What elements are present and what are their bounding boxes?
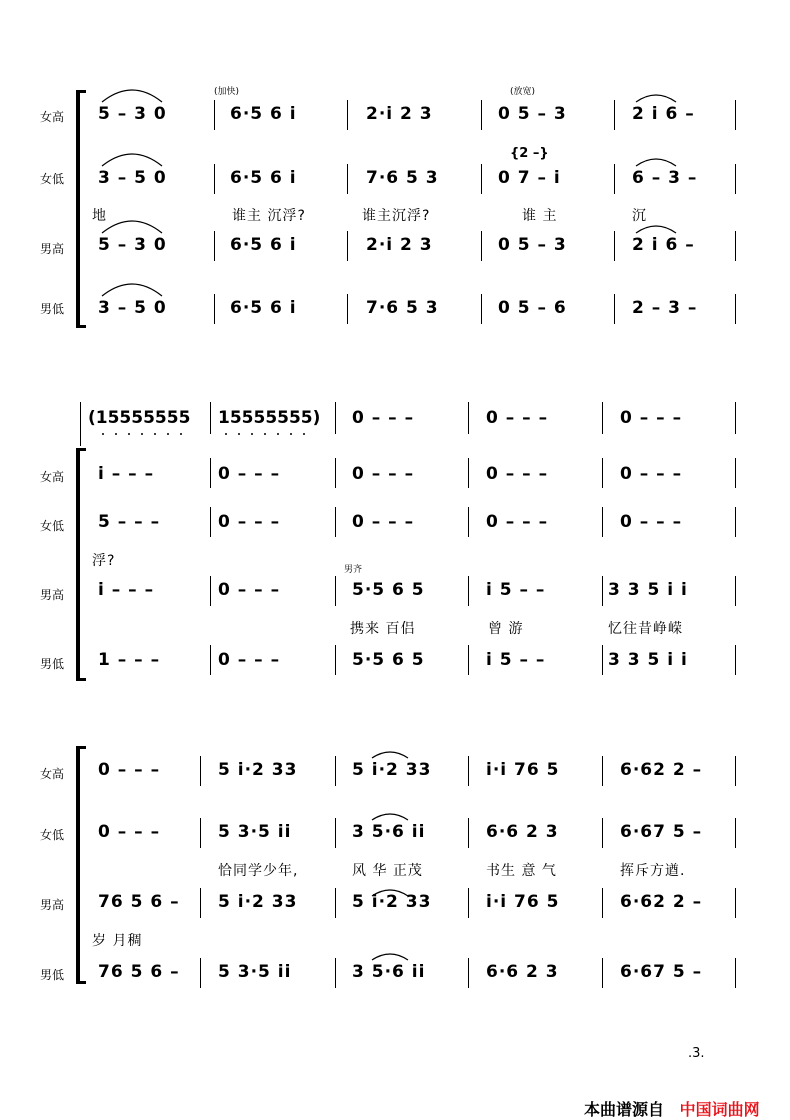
slur: [636, 226, 676, 233]
barline: [735, 958, 736, 988]
footer: [584, 1097, 760, 1120]
measure: 5 3·5 ii: [218, 962, 292, 982]
voice-label-tenor: 男高: [40, 898, 65, 912]
measure: i – – –: [98, 464, 155, 484]
barline: [335, 818, 336, 848]
barline: [614, 164, 615, 194]
dot: [251, 433, 253, 435]
voice-label-soprano: 女高: [40, 767, 65, 781]
barline: [210, 645, 211, 675]
barline: [335, 958, 336, 988]
system-1-brace-bottom: [76, 325, 86, 328]
barline: [735, 756, 736, 786]
barline: [735, 294, 736, 324]
barline: [468, 458, 469, 488]
barline: [735, 576, 736, 606]
measure: 5 – 3 0: [98, 104, 167, 124]
barline: [335, 507, 336, 537]
measure: 0 7 – i: [498, 168, 561, 188]
measure: 0 – – –: [98, 822, 161, 842]
measure: 7·6 5 3: [366, 168, 439, 188]
barline: [481, 231, 482, 261]
slur: [102, 221, 162, 233]
system-1-brace-top: [76, 90, 86, 93]
measure: 0 – – –: [218, 464, 281, 484]
footer-source-text: 本曲谱源自: [584, 1100, 665, 1119]
slur: [102, 284, 162, 296]
barline: [735, 645, 736, 675]
measure: 0 – – –: [352, 464, 415, 484]
measure: 6·6 2 3: [486, 822, 559, 842]
barline: [347, 100, 348, 130]
lyric: 谁主 沉浮?: [232, 208, 306, 224]
barline: [602, 458, 603, 488]
measure: 0 – – –: [352, 408, 415, 428]
measure: 6·62 2 –: [620, 892, 703, 912]
barline: [735, 888, 736, 918]
lyric: 恰同学少年,: [218, 863, 299, 879]
measure: 3 5·6 ii: [352, 962, 426, 982]
barline: [614, 231, 615, 261]
barline: [614, 100, 615, 130]
system-3-brace: [76, 748, 80, 983]
measure: 5 3·5 ii: [218, 822, 292, 842]
measure: (15555555: [88, 408, 191, 428]
barline: [602, 756, 603, 786]
barline: [214, 231, 215, 261]
lyric: 曾 游: [488, 621, 524, 637]
dot: [264, 433, 266, 435]
barline: [481, 100, 482, 130]
voice-label-soprano: 女高: [40, 110, 65, 124]
measure: 0 5 – 3: [498, 235, 567, 255]
barline: [468, 402, 469, 434]
measure: 3 – 5 0: [98, 298, 167, 318]
system-3-brace-top: [76, 746, 86, 749]
slur: [102, 154, 162, 166]
measure: 2 i 6 –: [632, 104, 695, 124]
barline: [602, 402, 603, 434]
lyric: 书生 意 气: [486, 863, 557, 879]
slur: [636, 159, 676, 166]
measure: 5·5 6 5: [352, 580, 425, 600]
barline: [735, 458, 736, 488]
barline: [210, 402, 211, 434]
barline: [200, 818, 201, 848]
measure: 5·5 6 5: [352, 650, 425, 670]
system-2-brace-bottom: [76, 678, 86, 681]
dot: [115, 433, 117, 435]
slur: [102, 90, 162, 102]
barline: [735, 231, 736, 261]
barline: [200, 756, 201, 786]
measure: 6·6 2 3: [486, 962, 559, 982]
measure: 15555555): [218, 408, 321, 428]
measure: 6·5 6 i: [230, 235, 297, 255]
barline: [210, 458, 211, 488]
lyric: 忆往昔峥嵘: [608, 621, 683, 637]
measure: 6·67 5 –: [620, 822, 703, 842]
piano-bracket: [80, 402, 81, 446]
measure: 6·62 2 –: [620, 760, 703, 780]
measure: i 5 – –: [486, 580, 546, 600]
dot: [303, 433, 305, 435]
dot: [180, 433, 182, 435]
lyric: 谁主沉浮?: [362, 208, 431, 224]
measure: 0 – – –: [486, 464, 549, 484]
measure: 2·i 2 3: [366, 104, 433, 124]
system-3-brace-bottom: [76, 981, 86, 984]
dot: [167, 433, 169, 435]
measure: 0 – – –: [486, 408, 549, 428]
measure: 6 – 3 –: [632, 168, 698, 188]
annotation-accelerando: (加快): [214, 87, 240, 97]
measure: 5 i·2 33: [218, 760, 298, 780]
barline: [214, 294, 215, 324]
barline: [335, 645, 336, 675]
barline: [468, 576, 469, 606]
measure: 0 5 – 6: [498, 298, 567, 318]
barline: [735, 100, 736, 130]
barline: [602, 645, 603, 675]
barline: [602, 888, 603, 918]
measure: 3 3 5 i i: [608, 580, 688, 600]
voice-label-soprano: 女高: [40, 470, 65, 484]
measure: 0 5 – 3: [498, 104, 567, 124]
footer-site-link[interactable]: 中国词曲网: [679, 1100, 760, 1119]
measure: 0 – – –: [620, 408, 683, 428]
voice-label-alto: 女低: [40, 828, 65, 842]
page-number: .3.: [688, 1046, 705, 1061]
measure: 3 3 5 i i: [608, 650, 688, 670]
dot: [238, 433, 240, 435]
lyric: 风 华 正茂: [352, 863, 423, 879]
measure: 6·67 5 –: [620, 962, 703, 982]
barline: [335, 756, 336, 786]
measure: 2 – 3 –: [632, 298, 698, 318]
barline: [602, 818, 603, 848]
slur: [636, 95, 676, 102]
measure: 6·5 6 i: [230, 168, 297, 188]
dot: [290, 433, 292, 435]
barline: [347, 164, 348, 194]
lyric: 挥斥方遒.: [620, 863, 686, 879]
annotation-broaden: (放宽): [510, 87, 536, 97]
alto-chord-note: {2 –}: [510, 146, 549, 161]
dot: [154, 433, 156, 435]
measure: 1 – – –: [98, 650, 161, 670]
measure: 76 5 6 –: [98, 892, 180, 912]
measure: 0 – – –: [620, 464, 683, 484]
measure: 5 i·2 33: [352, 892, 432, 912]
measure: 3 – 5 0: [98, 168, 167, 188]
lyric: 沉: [632, 208, 647, 224]
measure: 3 5·6 ii: [352, 822, 426, 842]
voice-label-alto: 女低: [40, 172, 65, 186]
barline: [735, 402, 736, 434]
slur: [372, 954, 408, 960]
barline: [602, 507, 603, 537]
lyric: 浮?: [92, 553, 116, 569]
barline: [481, 164, 482, 194]
annotation-men-unison: 男齐: [344, 565, 363, 575]
measure: 0 – – –: [218, 512, 281, 532]
barline: [735, 507, 736, 537]
dot: [225, 433, 227, 435]
measure: 0 – – –: [620, 512, 683, 532]
measure: 0 – – –: [218, 650, 281, 670]
barline: [468, 818, 469, 848]
measure: 5 – – –: [98, 512, 161, 532]
voice-label-tenor: 男高: [40, 242, 65, 256]
barline: [347, 294, 348, 324]
measure: 2 i 6 –: [632, 235, 695, 255]
barline: [614, 294, 615, 324]
barline: [347, 231, 348, 261]
measure: 7·6 5 3: [366, 298, 439, 318]
barline: [200, 888, 201, 918]
lyric: 地: [92, 208, 107, 224]
system-2-brace-top: [76, 448, 86, 451]
barline: [200, 958, 201, 988]
barline: [335, 458, 336, 488]
measure: 2·i 2 3: [366, 235, 433, 255]
barline: [468, 958, 469, 988]
dot: [102, 433, 104, 435]
measure: 0 – – –: [352, 512, 415, 532]
lyric: 携来 百侣: [350, 621, 416, 637]
barline: [210, 507, 211, 537]
barline: [214, 100, 215, 130]
lyric: 谁 主: [522, 208, 558, 224]
barline: [481, 294, 482, 324]
voice-label-bass: 男低: [40, 302, 65, 316]
measure: i·i 76 5: [486, 892, 560, 912]
barline: [735, 818, 736, 848]
barline: [735, 164, 736, 194]
dot: [141, 433, 143, 435]
measure: 5 i·2 33: [352, 760, 432, 780]
measure: 0 – – –: [486, 512, 549, 532]
measure: 5 – 3 0: [98, 235, 167, 255]
voice-label-bass: 男低: [40, 968, 65, 982]
measure: i 5 – –: [486, 650, 546, 670]
barline: [602, 576, 603, 606]
barline: [468, 756, 469, 786]
measure: i·i 76 5: [486, 760, 560, 780]
measure: 76 5 6 –: [98, 962, 180, 982]
barline: [335, 888, 336, 918]
measure: 5 i·2 33: [218, 892, 298, 912]
voice-label-tenor: 男高: [40, 588, 65, 602]
barline: [468, 888, 469, 918]
barline: [335, 576, 336, 606]
barline: [210, 576, 211, 606]
slur: [372, 814, 408, 820]
barline: [468, 645, 469, 675]
dot: [128, 433, 130, 435]
slur: [372, 752, 408, 758]
measure: i – – –: [98, 580, 155, 600]
measure: 0 – – –: [218, 580, 281, 600]
measure: 6·5 6 i: [230, 104, 297, 124]
system-2-brace: [76, 450, 80, 680]
barline: [602, 958, 603, 988]
barline: [335, 402, 336, 434]
barline: [468, 507, 469, 537]
measure: 0 – – –: [98, 760, 161, 780]
voice-label-alto: 女低: [40, 519, 65, 533]
lyric: 岁 月稠: [92, 933, 143, 949]
system-1-brace: [76, 92, 80, 327]
measure: 6·5 6 i: [230, 298, 297, 318]
barline: [214, 164, 215, 194]
voice-label-bass: 男低: [40, 657, 65, 671]
dot: [277, 433, 279, 435]
